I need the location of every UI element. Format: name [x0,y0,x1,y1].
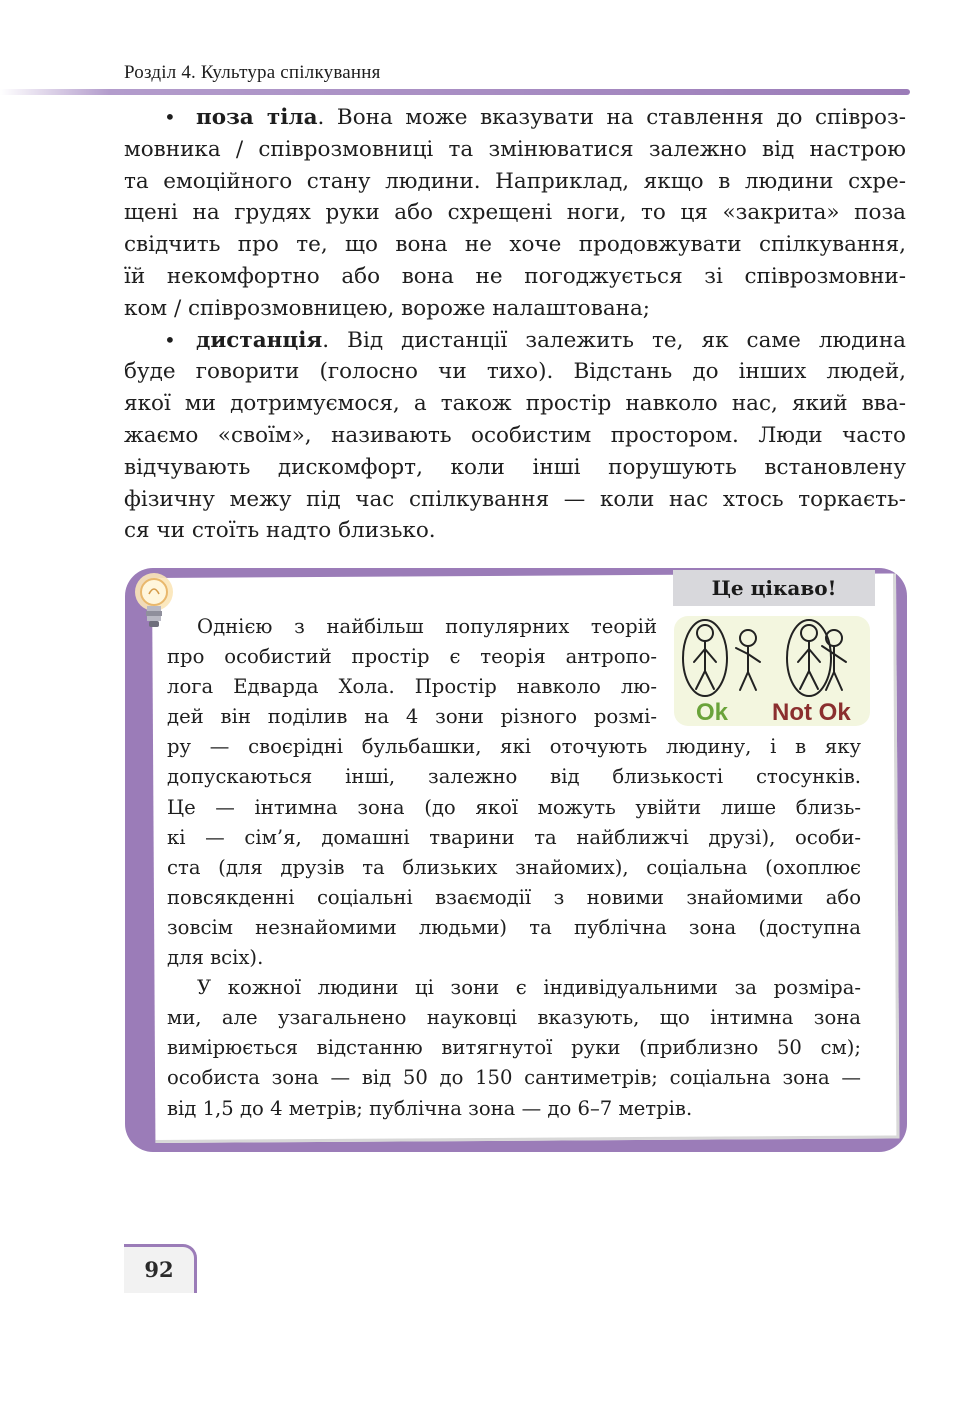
text-line: відчувають дискомфорт, коли інші порушують встановлену [124,454,906,480]
text-line: жаємо «своїм», називають особистим простором. Люди часто [124,422,906,448]
text-line: допускаються інші, залежно від близькості стосунків. [167,765,861,789]
text-line: ста (для друзів та близьких знайомих), соціальна (охоплює [167,855,861,879]
text-line: Це — інтимна зона (до якої можуть увійти лише близь- [167,795,861,819]
text-line: повсякденні соціальні взаємодії з новими знайомими або [167,885,861,909]
text-line: лога Едварда Хола. Простір навколо лю- [167,675,657,699]
infobox-paragraph-2 [167,973,861,1123]
term-posture: поза тіла [196,105,318,130]
term-distance: дистанція [196,327,323,353]
bullet-dot: • [164,105,176,129]
text-line: фізичну межу під час спілкування — коли нас хтось торкаєть- [124,486,906,512]
text-line: вимірюється відстанню витягнутої руки (приблизно 50 см); [167,1036,861,1060]
header-rule [0,89,910,95]
running-header: Розділ 4. Культура спілкування [124,62,381,83]
label-not-ok: Not Ok [772,699,851,726]
main-text [124,102,906,547]
text-line: особиста зона — від 50 до 150 сантиметрів; соціальна зона — [167,1066,861,1090]
text-line: якої ми дотримуємося, а також простір навколо нас, який вва- [124,391,906,417]
text-line: зовсім незнайомими людьми) та публічна зона (доступна [167,915,861,939]
text-line: Однією з найбільш популярних теорій [197,615,657,638]
infobox-paragraph-1 [167,612,861,973]
text-line: дей він поділив на 4 зони різного розмі- [167,705,657,729]
text-line: ру — своєрідні бульбашки, які оточують людину, і в яку [167,735,861,759]
text-line: ком / співрозмовницею, вороже налаштована; [124,295,651,321]
text-line: щені на грудях руки або схрещені ноги, то ця «закрита» поза [124,200,906,226]
text-line: свідчить про те, що вона не хоче продовжувати спілкування, [124,232,906,258]
text-line: та емоційного стану людини. Наприклад, якщо в людини схре- [124,168,906,194]
page-number: 92 [124,1244,197,1293]
label-ok: Ok [696,699,729,726]
text-line: ми, але узагальнено науковці вказують, що інтимна зона [167,1006,861,1030]
bullet-body-posture: • поза тіла. Вона може вказувати на ставлення до співроз- мовника / співрозмовниці та змінюватися залежно від настрою та емоційного стану людини. Наприклад, якщо в людини схре- щені на грудях руки або схрещені ноги, то ця «закрита» поза свідчить про те, що вона не хоче продовжувати спілкування, їй некомфортно або вона не погоджується зі співрозмовни- ком / співрозмовницею, вороже налаштована; [124,102,906,325]
infobox-tab: Це цікаво! [673,570,875,606]
text-line: їй некомфортно або вона не погоджується зі співрозмовни- [124,263,906,289]
text-line: буде говорити (голосно чи тихо). Відстань до інших людей, [124,359,906,385]
text-line: про особистий простір є теорія антропо- [167,645,657,669]
bullet-body-distance: • дистанція. Від дистанції залежить те, як саме людина буде говорити (голосно чи тихо). Відстань до інших людей, якої ми дотримуємося, а також простір навколо нас, який вва- жаємо «своїм», називають особистим простором. Люди часто відчувають дискомфорт, коли інші порушують встановлену фізичну межу під час спілкування — коли нас хтось торкаєть- ся чи стоїть надто близько. [124,325,906,548]
text-line: мовника / співрозмовниці та змінюватися залежно від настрою [124,136,906,162]
text-line: від 1,5 до 4 метрів; публічна зона — до 6–7 метрів. [167,1096,693,1120]
text-line: У кожної людини ці зони є індивідуальними за розміра- [197,976,861,1000]
text-line: ся чи стоїть надто близько. [124,518,436,544]
infobox-text [167,612,861,1124]
text-line: кі — сім’я, домашні тварини та найближчі друзі), особи- [167,825,861,849]
text-line: для всіх). [167,946,264,970]
bullet-dot: • [164,327,176,352]
